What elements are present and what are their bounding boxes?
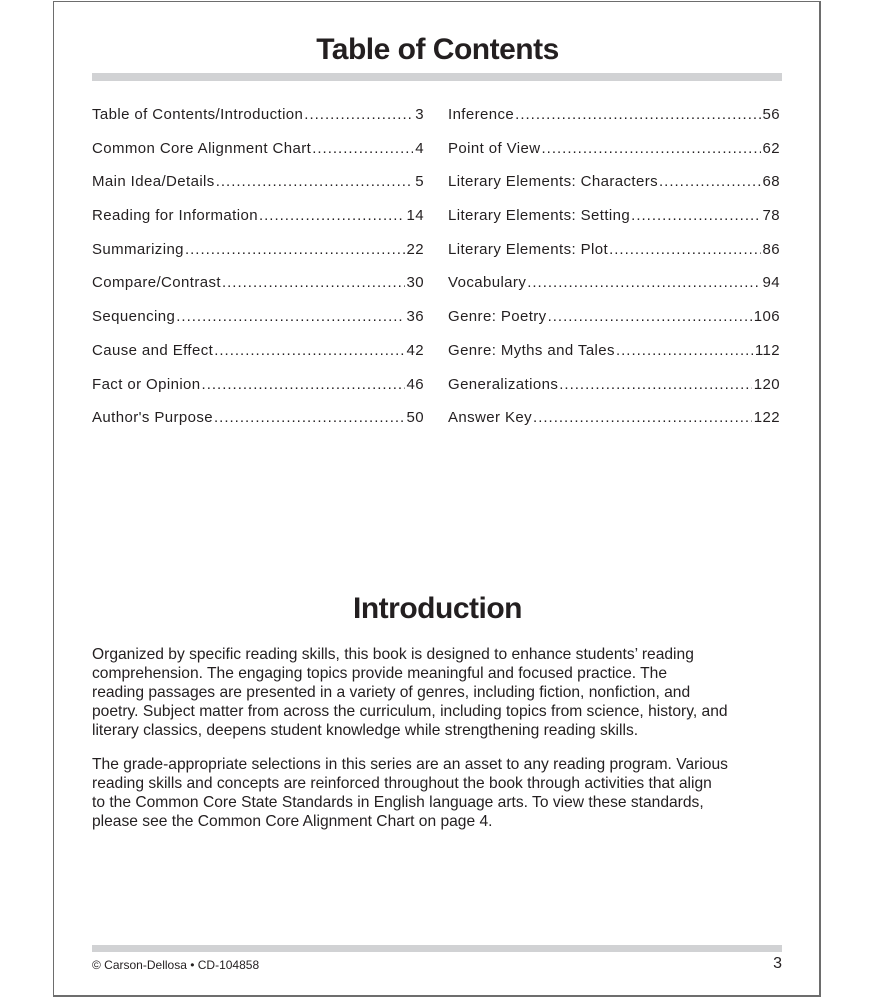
toc-entry-label: Reading for Information: [92, 207, 258, 225]
toc-leader-dots: [659, 173, 760, 190]
toc-entry-label: Author's Purpose: [92, 409, 213, 427]
toc-entry: [448, 241, 780, 275]
toc-entry-page: 112: [754, 341, 780, 359]
toc-entry-page: 4: [415, 139, 424, 157]
paragraph-line: please see the Common Core Alignment Chart on page 4.: [92, 813, 493, 830]
toc-leader-dots: [176, 308, 404, 325]
toc-entry-label: Literary Elements: Characters: [448, 173, 659, 191]
title-divider: [92, 73, 782, 81]
toc-leader-dots: [222, 274, 405, 291]
toc-right-column: [448, 106, 780, 443]
toc-entry-label: Generalizations: [448, 375, 559, 393]
toc-entry-label: Point of View: [448, 139, 541, 157]
toc-entry-page: 22: [406, 240, 424, 258]
toc-entry-label: Sequencing: [92, 308, 176, 326]
footer-divider: [92, 945, 782, 952]
toc-title: Table of Contents: [316, 33, 559, 66]
toc-entry: [448, 140, 780, 174]
paragraph-line: poetry. Subject matter from across the curriculum, including topics from science, history, and: [92, 703, 728, 720]
toc-entry-page: 46: [406, 375, 424, 393]
toc-entry: [92, 140, 424, 174]
toc-entry-label: Genre: Poetry: [448, 308, 547, 326]
paragraph-line: reading passages are presented in a variety of genres, including fiction, nonfiction, and: [92, 684, 691, 701]
toc-entry: [92, 409, 424, 443]
introduction-paragraph: [92, 755, 792, 831]
toc-leader-dots: [548, 308, 752, 325]
toc-entry-label: Main Idea/Details: [92, 173, 215, 191]
paragraph-line: to the Common Core State Standards in English language arts. To view these standards,: [92, 794, 704, 811]
toc-left-column: [92, 106, 424, 443]
toc-entry-page: 78: [762, 207, 780, 225]
toc-entry: [448, 207, 780, 241]
toc-leader-dots: [214, 409, 405, 426]
toc-entry-page: 94: [762, 274, 780, 292]
toc-entry-label: Answer Key: [448, 409, 533, 427]
toc-entry-label: Literary Elements: Plot: [448, 240, 609, 258]
toc-entry-page: 30: [406, 274, 424, 292]
toc-entry-label: Common Core Alignment Chart: [92, 139, 312, 157]
toc-entry-page: 106: [753, 308, 780, 326]
introduction-title: Introduction: [353, 592, 522, 625]
toc-entry-label: Vocabulary: [448, 274, 527, 292]
toc-leader-dots: [515, 106, 760, 123]
toc-leader-dots: [216, 173, 414, 190]
toc-entry-label: Cause and Effect: [92, 341, 214, 359]
toc-leader-dots: [185, 241, 405, 258]
paragraph-line: The grade-appropriate selections in this series are an asset to any reading program. Various: [92, 756, 728, 773]
toc-leader-dots: [312, 140, 413, 157]
toc-entry-label: Summarizing: [92, 240, 184, 258]
toc-entry-label: Inference: [448, 106, 515, 123]
toc-entry: [448, 308, 780, 342]
toc-leader-dots: [541, 140, 760, 157]
page-number: 3: [773, 955, 782, 972]
toc-entry: [448, 106, 780, 140]
toc-leader-dots: [259, 207, 405, 224]
toc-entry: [448, 342, 780, 376]
toc-leader-dots: [527, 274, 760, 291]
toc-entry: [448, 173, 780, 207]
introduction-body: [92, 645, 792, 846]
toc-entry-label: Genre: Myths and Tales: [448, 341, 615, 359]
toc-entry-label: Fact or Opinion: [92, 375, 201, 393]
toc-entry: [92, 241, 424, 275]
paragraph-line: literary classics, deepens student knowledge while strengthening reading skills.: [92, 722, 639, 739]
toc-entry-page: 50: [406, 409, 424, 427]
toc-entry-page: 5: [415, 173, 424, 191]
introduction-paragraph: [92, 645, 792, 740]
toc-entry: [92, 342, 424, 376]
toc-entry: [448, 376, 780, 410]
toc-leader-dots: [304, 106, 413, 123]
toc-entry: [448, 274, 780, 308]
toc-entry-page: 62: [762, 139, 780, 157]
toc-entry-page: 86: [762, 240, 780, 258]
paragraph-line: Organized by specific reading skills, this book is designed to enhance students’ reading: [92, 646, 694, 663]
toc-entry: [92, 376, 424, 410]
toc-leader-dots: [533, 409, 752, 426]
toc-entry-label: Literary Elements: Setting: [448, 207, 631, 225]
toc-entry: [92, 308, 424, 342]
toc-leader-dots: [202, 376, 405, 393]
toc-entry-page: 3: [415, 106, 424, 123]
toc-entry-page: 122: [753, 409, 780, 427]
toc-entry-page: 56: [762, 106, 780, 123]
toc-entry-page: 14: [406, 207, 424, 225]
toc-entry-page: 120: [753, 375, 780, 393]
paragraph-line: reading skills and concepts are reinforced throughout the book through activities that align: [92, 775, 712, 792]
toc-leader-dots: [609, 241, 760, 258]
toc-leader-dots: [214, 342, 404, 359]
toc-entry: [92, 106, 424, 140]
toc-entry-label: Compare/Contrast: [92, 274, 221, 292]
toc-leader-dots: [631, 207, 760, 224]
paragraph-line: comprehension. The engaging topics provide meaningful and focused practice. The: [92, 665, 668, 682]
toc-entry: [92, 207, 424, 241]
toc-entry: [92, 274, 424, 308]
toc-entry: [92, 173, 424, 207]
toc-entry-page: 36: [406, 308, 424, 326]
toc-leader-dots: [616, 342, 753, 359]
toc-entry-page: 42: [406, 341, 424, 359]
toc-entry-label: Table of Contents/Introduction: [92, 106, 304, 123]
footer-copyright: © Carson-Dellosa • CD-104858: [92, 958, 260, 972]
toc-leader-dots: [559, 376, 752, 393]
toc-entry: [448, 409, 780, 443]
toc-entry-page: 68: [762, 173, 780, 191]
